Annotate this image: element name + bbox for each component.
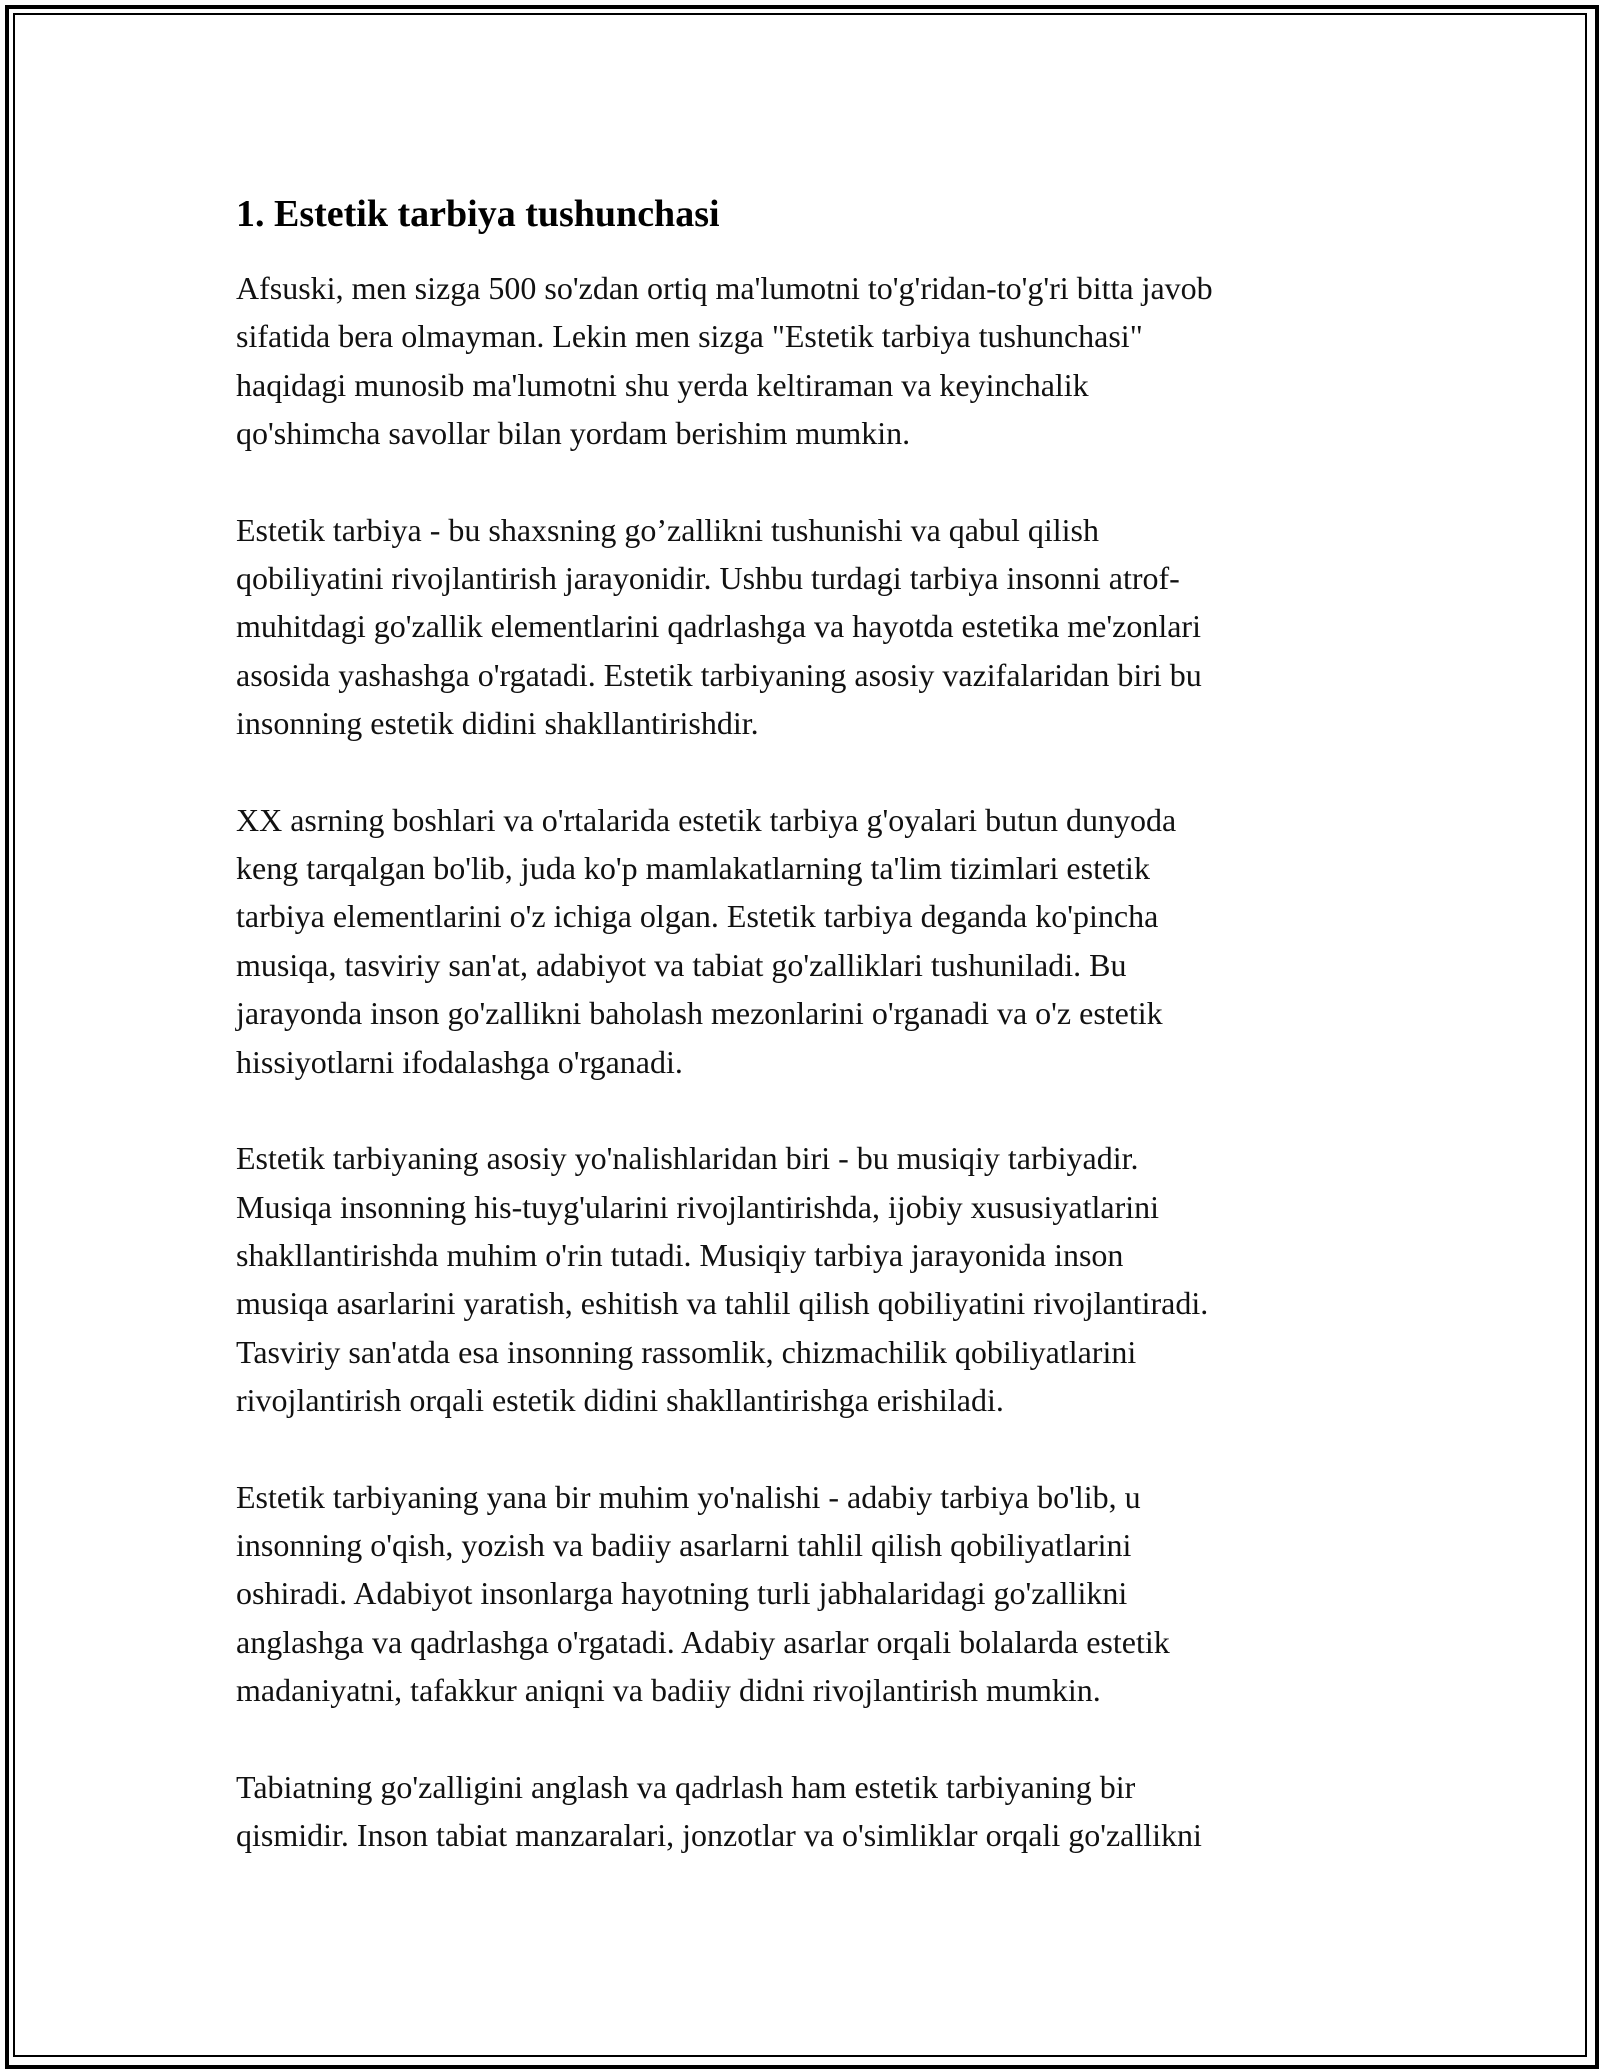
paragraph-6: Tabiatning go'zalligini anglash va qadrlash ham estetik tarbiyaning bir qismidir. Inson tabiat manzaralari, jonzotlar va o'simliklar orqali go'zallikni xyxy=(236,1768,1202,1853)
paragraph-4: Estetik tarbiyaning asosiy yo'nalishlaridan biri - bu musiqiy tarbiyadir. Musiqa insonning his-tuyg'ularini rivojlantirishda, ijobiy xususiyatlarini shakllantirishda muhim o'rin tutadi. Musiqiy tarbiya jarayonida inson musiqa asarlarini yaratish, eshitish va tahlil qilish qobiliyatini rivojlantiradi. Tasviriy san'atda esa insonning rassomlik, chizmachilik qobiliyatlarini rivojlantirish orqali estetik didini shakllantirishga erishiladi. xyxy=(236,1140,1209,1419)
paragraph-5: Estetik tarbiyaning yana bir muhim yo'nalishi - adabiy tarbiya bo'lib, u insonning o'qish, yozish va badiiy asarlarni tahlil qilish qobiliyatlarini oshiradi. Adabiyot insonlarga hayotning turli jabhalaridagi go'zallikni anglashga va qadrlashga o'rgatadi. Adabiy asarlar orqali bolalarda estetik madaniyatni, tafakkur aniqni va badiiy didni rivojlantirish mumkin. xyxy=(236,1478,1170,1709)
section-heading: 1. Estetik tarbiya tushunchasi xyxy=(236,193,720,235)
paragraph-3: XX asrning boshlari va o'rtalarida estetik tarbiya g'oyalari butun dunyoda keng tarqalgan bo'lib, juda ko'p mamlakatlarning ta'lim tizimlari estetik tarbiya elementlarini o'z ichiga olgan. Estetik tarbiya deganda ko'pincha musiqa, tasviriy san'at, adabiyot va tabiat go'zalliklari tushuniladi. Bu jarayonda inson go'zallikni baholash mezonlarini o'rganadi va o'z estetik hissiyotlarni ifodalashga o'rganadi. xyxy=(236,801,1177,1080)
document-body xyxy=(236,188,1376,1859)
paragraph-1: Afsuski, men sizga 500 so'zdan ortiq ma'lumotni to'g'ridan-to'g'ri bitta javob sifatida bera olmayman. Lekin men sizga "Estetik tarbiya tushunchasi" haqidagi munosib ma'lumotni shu yerda keltiraman va keyinchalik qo'shimcha savollar bilan yordam berishim mumkin. xyxy=(236,270,1213,452)
paragraph-2: Estetik tarbiya - bu shaxsning go’zallikni tushunishi va qabul qilish qobiliyatini rivojlantirish jarayonidir. Ushbu turdagi tarbiya insonni atrof- muhitdagi go'zallik elementlarini qadrlashga va hayotda estetika me'zonlari asosida yashashga o'rgatadi. Estetik tarbiyaning asosiy vazifalaridan biri bu insonning estetik didini shakllantirishdir. xyxy=(236,511,1202,742)
